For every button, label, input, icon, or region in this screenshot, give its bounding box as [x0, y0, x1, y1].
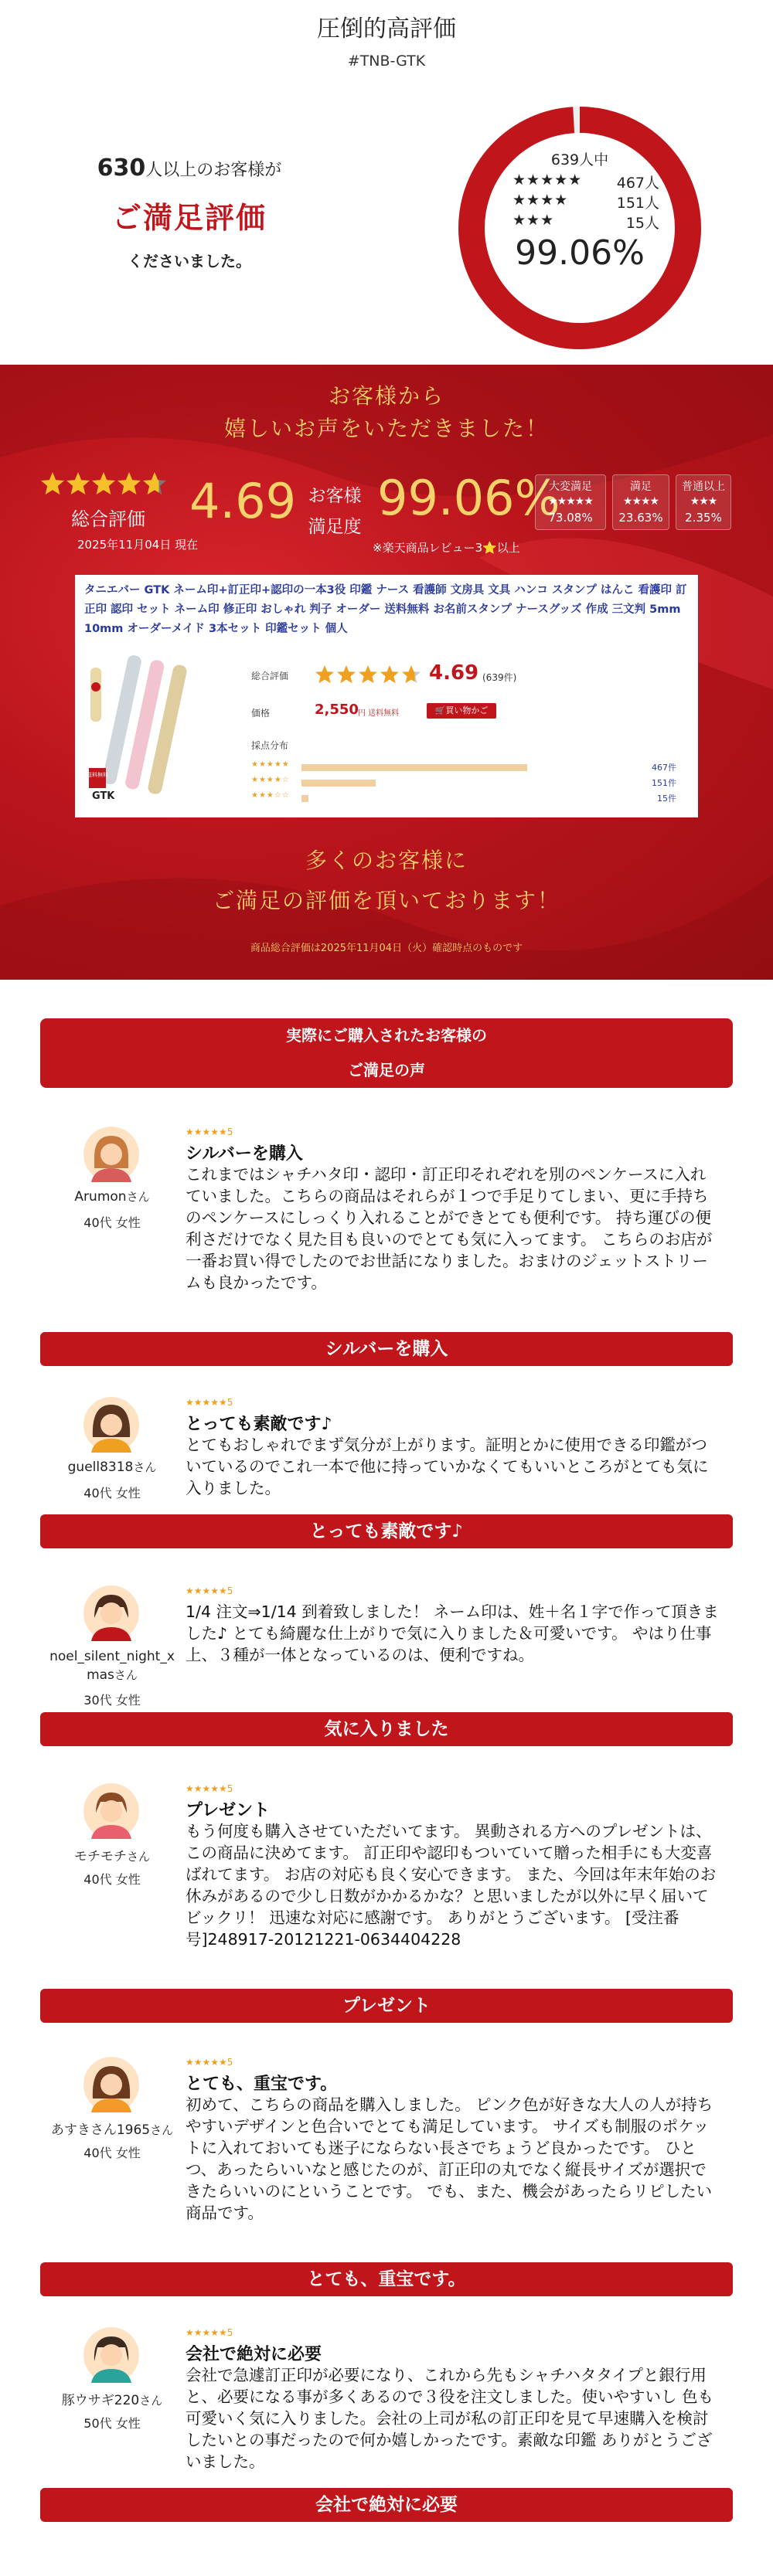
star-rating-icon: ★★★: [512, 212, 555, 229]
overall-label: 総合評価: [71, 508, 145, 530]
donut-total: 639人中: [550, 151, 609, 168]
reviewer-name: 豚ウサギ220さん: [61, 2393, 163, 2408]
product-stars-icon: [315, 664, 427, 686]
review-stars-icon: ★★★★★5: [186, 1127, 233, 1137]
satisfaction-heading: ご満足評価: [111, 201, 267, 235]
star-rating-icon: ★★★★: [622, 495, 659, 508]
overall-score: 4.69: [189, 473, 297, 529]
page-title: 圧倒的高評価: [317, 15, 456, 42]
satisfaction-donut: [452, 100, 707, 355]
distribution-bar: [301, 764, 527, 771]
price-label: 価格: [251, 708, 271, 719]
satisfaction-summary: [62, 155, 317, 271]
reviewer-name: あすきさん1965さん: [50, 2122, 174, 2138]
reviewer-demographic: 40代 女性: [83, 1486, 141, 1500]
review-caption-bar: 気に入りました: [40, 1712, 733, 1746]
donut-row-4star: ★★★★ 151人: [512, 192, 659, 212]
reviews-header: 実際にご購入されたお客様の ご満足の声: [40, 1018, 733, 1088]
satisfaction-percent: 99.06%: [377, 470, 560, 526]
donut-row-5star: ★★★★★ 467人: [512, 172, 659, 192]
review-title: シルバーを購入: [186, 1144, 303, 1164]
reviewer-demographic: 40代 女性: [83, 1872, 141, 1887]
product-image: [83, 652, 214, 807]
review-body: これまではシャチハタ印・認印・訂正印それぞれを別のペンケースに入れていました。こちらの商品はそれらが１つで手足りてしまい、更に手持ちのペンケースにしっくり入れることができとても便利です。 持ち運びの便利さだけでなく見た目も良いのでとても気に入ってます。 こちらのお店が一番お買い得でしたのでお世話になりました。おまけのジェットストリームも良かったです。: [186, 1165, 713, 1292]
review-stars-icon: ★★★★★5: [186, 1783, 233, 1794]
star-rating-icon: ★★★☆☆: [251, 791, 290, 800]
star-rating-icon: ★★★: [690, 495, 717, 508]
donut-row-3star: ★★★ 15人: [512, 212, 659, 232]
rating-date: 2025年11月04日 現在: [77, 538, 199, 552]
reviewer-demographic: 40代 女性: [83, 1215, 141, 1230]
star-rating-icon: ★★★★☆: [251, 776, 290, 784]
rating-breakdown: [535, 474, 731, 530]
review-title: とても、重宝です。: [186, 2075, 338, 2094]
distribution-row-5[interactable]: ★★★★★ 467件: [251, 760, 676, 773]
review-caption-bar: とっても素敵です♪: [40, 1514, 733, 1548]
review-stars-icon: ★★★★★5: [186, 1397, 233, 1408]
breakdown-average-or-better: 普通以上 ★★★ 2.35%: [676, 474, 731, 530]
avatar-icon: [83, 1783, 139, 1839]
reviewer-name: noel_silent_night_x masさん: [49, 1649, 175, 1683]
distribution-bar: [301, 795, 308, 802]
review-caption-bar: プレゼント: [40, 1989, 733, 2023]
review-body: 初めて、こちらの商品を購入しました。 ピンク色が好きな大人の人が持ちやすいデザインと色合いでとても満足しています。 サイズも制服のポケットに入れておいても迷子にならない長さでちょうど良かったです。 ひとつ、あったらいいなと感じたのが、訂正印の丸でなく縦長サイズが選択できたらいいのにということです。 でも、また、機会があったらリピしたい商品です。: [186, 2095, 713, 2222]
satisfaction-label: お客様 満足度: [308, 486, 362, 537]
distribution-title: 採点分布: [251, 740, 289, 751]
review-caption-bar: とても、重宝です。: [40, 2262, 733, 2296]
review-title: とっても素敵です♪: [186, 1415, 332, 1434]
review-caption-bar: 会社で絶対に必要: [40, 2488, 733, 2522]
review-title: 会社で絶対に必要: [186, 2345, 322, 2364]
avatar-icon: [83, 2057, 139, 2112]
review-banner: [0, 365, 773, 980]
star-rating-icon: ★★★★★: [512, 172, 583, 189]
avatar-icon: [83, 1397, 139, 1453]
distribution-bar: [301, 780, 376, 787]
price-suffix: 円 送料無料: [358, 709, 400, 718]
banner-footer: 多くのお客様に ご満足の評価を頂いております！: [212, 848, 560, 913]
star-rating-icon: ★★★★★: [251, 760, 290, 769]
review-stars-icon: ★★★★★5: [186, 2327, 233, 2338]
reviewer-demographic: 30代 女性: [83, 1693, 141, 1708]
breakdown-very-satisfied: 大変満足 ★★★★★ 73.08%: [535, 474, 606, 530]
satisfaction-tail: くださいました。: [128, 252, 251, 270]
overall-stars-icon: [40, 471, 172, 498]
reviewer-name: guell8318さん: [67, 1460, 157, 1475]
review-title: プレゼント: [186, 1801, 271, 1820]
shipping-badge: 送料無料: [87, 772, 108, 778]
review-count-link[interactable]: (639件): [482, 672, 517, 683]
satisfied-count: 630: [97, 155, 146, 182]
add-to-cart-button[interactable]: 🛒買い物かご: [427, 703, 496, 719]
reviewer-name: Arumonさん: [74, 1189, 150, 1205]
avatar-icon: [83, 2327, 139, 2383]
satisfied-suffix: 人以上のお客様が: [145, 161, 282, 180]
avatar-icon: [83, 1585, 139, 1641]
distribution-row-4[interactable]: ★★★★☆ 151件: [251, 776, 676, 788]
product-tag: #TNB-GTK: [347, 53, 426, 70]
star-rating-icon: ★★★★★: [548, 495, 593, 508]
donut-percent: 99.06%: [515, 233, 645, 273]
review-body: 会社で急遽訂正印が必要になり、これから先もシャチハタタイプと銀行用と、必要になる事が多くあるので３役を注文しました。使いやすいし 色も可愛いく気に入りました。会社の上司が私の訂正印を見て早速購入を検討したいとの事だったので何か嬉しかったです。素敵な印鑑 ありがとうございました。: [186, 2366, 714, 2471]
review-stars-icon: ★★★★★5: [186, 2057, 233, 2068]
brand-logo: GTK: [92, 790, 115, 802]
review-body: もう何度も購入させていただいてます。 異動される方へのプレゼントは、この商品に決めてます。 訂正印や認印もついていて贈った相手にも大変喜ばれてます。 お店の対応も良く安心できます。 また、今回は年末年始のお休みがあるので少し日数がかかるかな？と思いましたが以外に早く届いてビックリ！ 迅速な対応に感謝です。 ありがとうございます。 [受注番号]248917-20121221-0634404228: [186, 1822, 717, 1949]
star-rating-icon: ★★★★: [512, 192, 569, 209]
review-body: とてもおしゃれでまず気分が上がります。証明とかに使用できる印鑑がついているのでこれ一本で他に持っていかなくてもいいところがとても気に入りました。: [186, 1436, 709, 1497]
rating-note: ※楽天商品レビュー3⭐以上: [373, 541, 520, 555]
product-title-link[interactable]: タニエバー GTK ネーム印+訂正印+認印の一本3役 印鑑 ナース 看護師 文房具 文具 ハンコ スタンプ はんこ 看護印 訂正印 認印 セット ネーム印 修正印 おしゃれ 判子 オーダー 送料無料 お名前スタンプ ナースグッズ 作成 三文判 5mm 10mm オーダーメイド 3本セット 印鑑セット 個人: [84, 584, 687, 635]
rating-summary: [0, 0, 773, 365]
banner-heading: お客様から 嬉しいお声をいただきました！: [223, 383, 549, 441]
product-screenshot: [75, 575, 698, 817]
review-body: 1/4 注文⇒1/14 到着致しました！ ネーム印は、姓＋名１字で作って頂きました♪ とても綺麗な仕上がりで気に入りました＆可愛いです。 やはり仕事上、３種が一体となっているのは、便利ですね。: [186, 1602, 719, 1664]
rating-label: 総合評価: [251, 671, 289, 681]
rating-disclaimer: 商品総合評価は2025年11月04日（火）確認時点のものです: [250, 943, 523, 954]
review-stars-icon: ★★★★★5: [186, 1585, 233, 1596]
product-score: 4.69: [429, 661, 479, 685]
distribution-row-3[interactable]: ★★★☆☆ 15件: [251, 791, 676, 804]
reviewer-name: モチモチさん: [73, 1849, 150, 1864]
reviewer-demographic: 40代 女性: [83, 2146, 141, 2160]
review-caption-bar: シルバーを購入: [40, 1332, 733, 1366]
breakdown-satisfied: 満足 ★★★★ 23.63%: [612, 474, 669, 530]
product-price: 2,550: [315, 702, 359, 718]
cart-icon: 🛒: [434, 705, 446, 715]
avatar-icon: [83, 1127, 139, 1182]
reviewer-demographic: 50代 女性: [83, 2416, 141, 2431]
